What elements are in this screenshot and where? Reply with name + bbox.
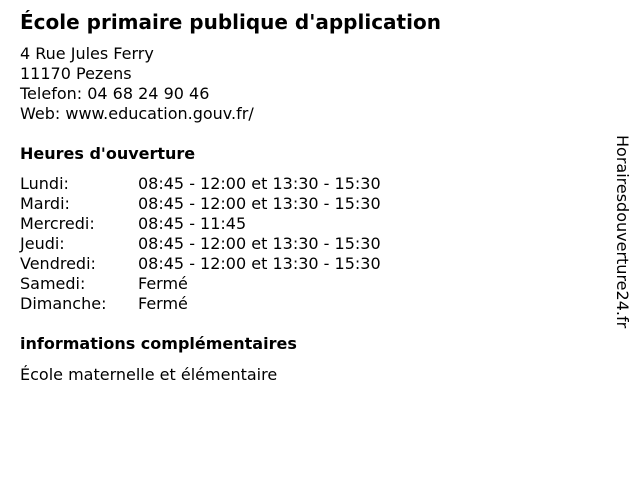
address-street: 4 Rue Jules Ferry [20, 44, 154, 63]
address-city: 11170 Pezens [20, 64, 132, 83]
hours-time: Fermé [138, 294, 188, 313]
hours-row-thursday [20, 234, 381, 254]
page-title: École primaire publique d'application [20, 10, 441, 34]
hours-time: 08:45 - 11:45 [138, 214, 247, 233]
site-watermark: Horairesdouverture24.fr [613, 135, 632, 329]
hours-day: Vendredi: [20, 254, 96, 273]
hours-day: Lundi: [20, 174, 69, 193]
hours-row-monday [20, 174, 381, 194]
hours-row-sunday [20, 294, 381, 314]
hours-row-wednesday [20, 214, 381, 234]
hours-time: 08:45 - 12:00 et 13:30 - 15:30 [138, 174, 381, 193]
opening-hours-heading: Heures d'ouverture [20, 144, 196, 163]
hours-row-tuesday [20, 194, 381, 214]
address-web: Web: www.education.gouv.fr/ [20, 104, 254, 123]
hours-day: Dimanche: [20, 294, 107, 313]
hours-row-friday [20, 254, 381, 274]
hours-time: 08:45 - 12:00 et 13:30 - 15:30 [138, 194, 381, 213]
hours-time: 08:45 - 12:00 et 13:30 - 15:30 [138, 254, 381, 273]
hours-time: Fermé [138, 274, 188, 293]
hours-day: Samedi: [20, 274, 86, 293]
hours-day: Mardi: [20, 194, 70, 213]
opening-hours-list [20, 174, 381, 314]
address-phone: Telefon: 04 68 24 90 46 [20, 84, 210, 103]
address-block [20, 44, 254, 124]
additional-info-text: École maternelle et élémentaire [20, 365, 278, 384]
additional-info-heading: informations complémentaires [20, 334, 297, 353]
hours-row-saturday [20, 274, 381, 294]
hours-day: Mercredi: [20, 214, 95, 233]
hours-day: Jeudi: [20, 234, 65, 253]
hours-time: 08:45 - 12:00 et 13:30 - 15:30 [138, 234, 381, 253]
